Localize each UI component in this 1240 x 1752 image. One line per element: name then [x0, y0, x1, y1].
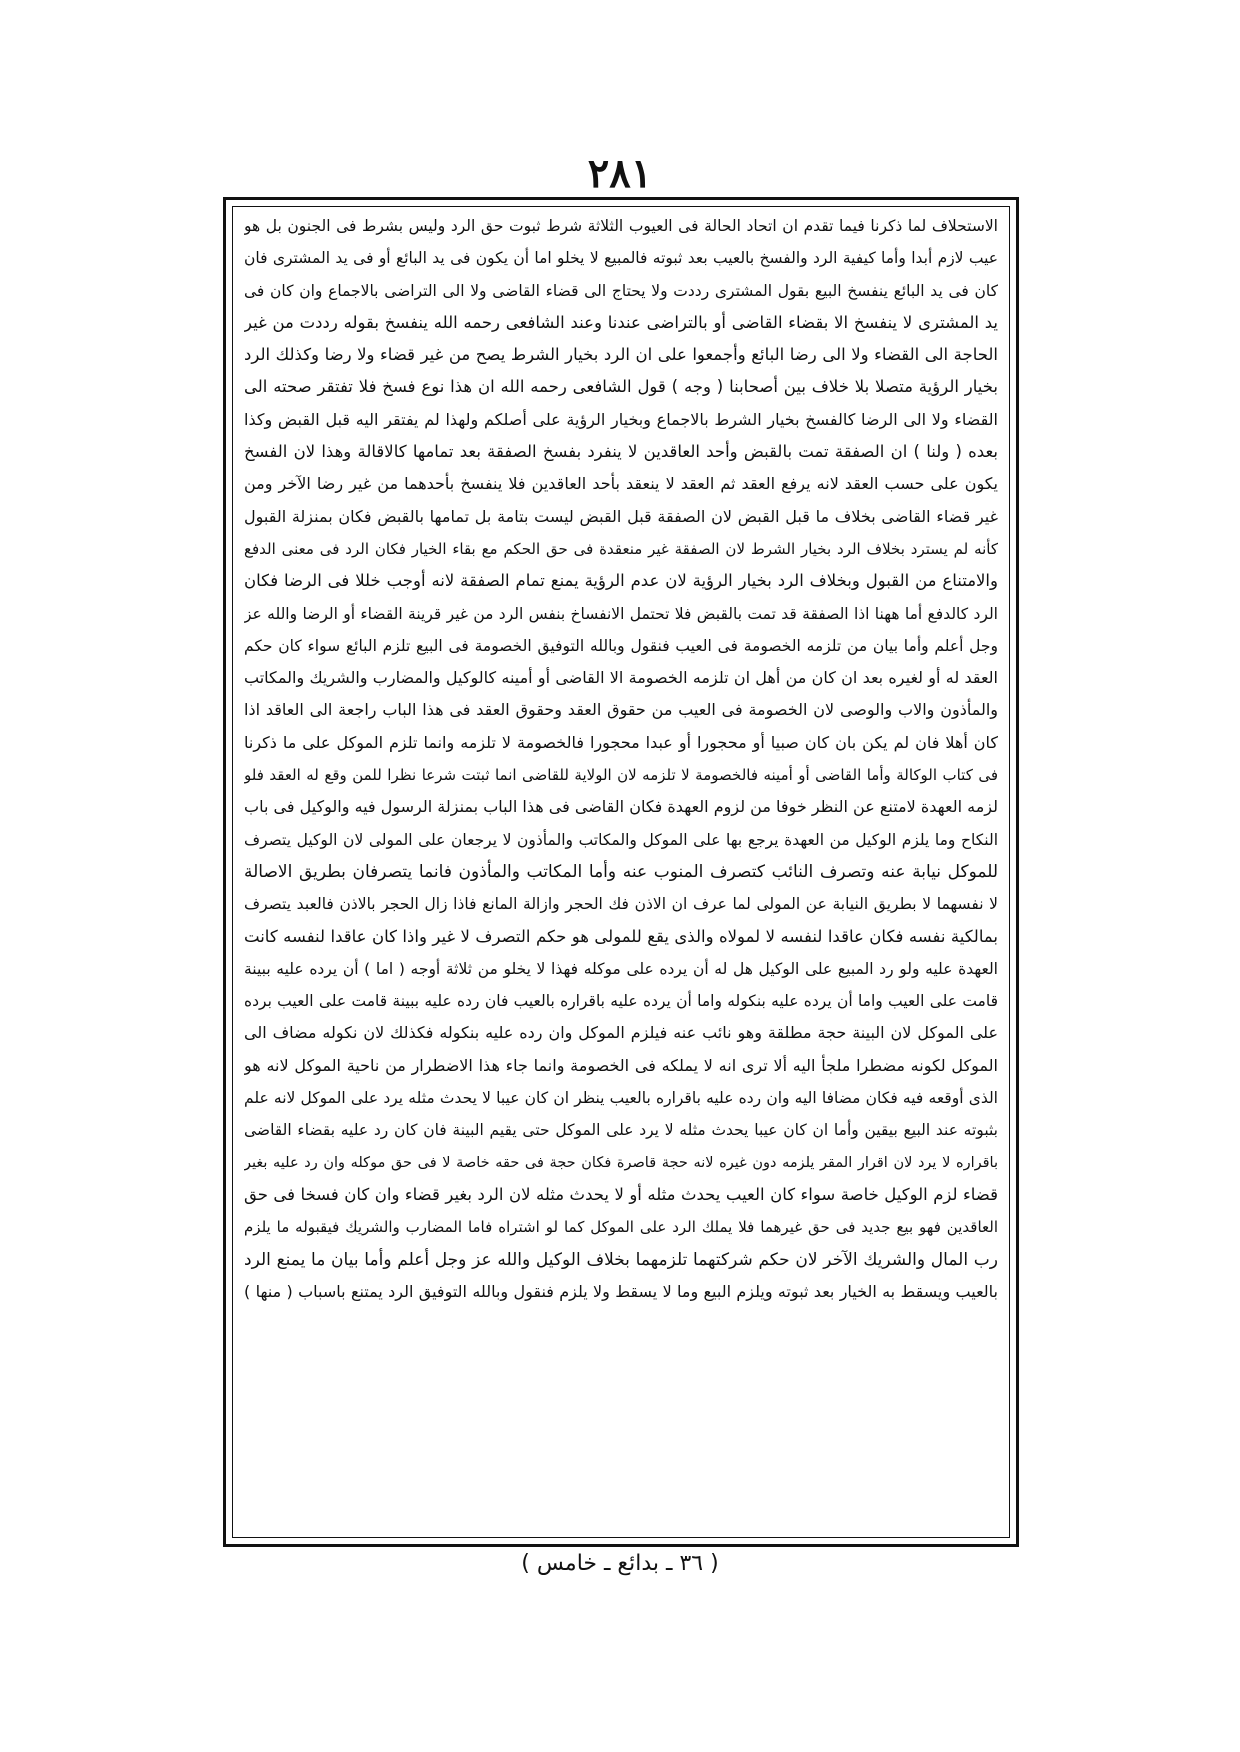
- text-line: بعده ( ولنا ) ان الصفقة تمت بالقبض وأحد العاقدين لا ينفرد بفسخ الصفقة بعد تمامها كالاقالة وهذا لان الفسخ: [244, 442, 998, 462]
- text-line: العقد له أو لغيره بعد ان كان من أهل ان تلزمه الخصومة الا القاضى أو أمينه كالوكيل والمضارب والشريك والمكاتب: [244, 668, 998, 688]
- text-line: بمالكية نفسه فكان عاقدا لنفسه لا لمولاه والذى يقع للمولى هو حكم التصرف لا غير واذا كان عاقدا لنفسه كانت: [244, 926, 998, 946]
- text-line: بثبوته عند البيع بيقين وأما ان كان عيبا يحدث مثله لا يرد على الموكل حتى يقيم البينة فان كان رد عليه بقضاء القاضى: [244, 1121, 998, 1140]
- text-line: يد المشترى لا ينفسخ الا بقضاء القاضى أو بالتراضى عندنا وعند الشافعى رحمه الله ينفسخ بقوله رددت من غير: [244, 312, 998, 332]
- text-line: رب المال والشريك الآخر لان حكم شركتهما تلزمهما بخلاف الوكيل والله عز وجل أعلم وأما بيان ما يمنع الرد: [244, 1249, 998, 1270]
- text-line: يكون على حسب العقد لانه يرفع العقد ثم العقد لا ينعقد بأحد العاقدين فلا ينفسخ بأحدهما من غير رضا الآخر ومن: [244, 474, 998, 494]
- main-text-body: [244, 210, 998, 1535]
- text-line: بخيار الرؤية متصلا بلا خلاف بين أصحابنا ( وجه ) قول الشافعى رحمه الله ان هذا نوع فسخ فلا تفتقر صحته الى: [244, 377, 998, 397]
- text-line: العهدة عليه ولو رد المبيع على الوكيل هل له أن يرده على موكله فهذا لا يخلو من ثلاثة أوجه ( اما ) أن يرده عليه ببينة: [244, 959, 998, 978]
- text-line: والامتناع من القبول وبخلاف الرد بخيار الرؤية لان عدم الرؤية يمنع تمام الصفقة لانه أوجب خللا فى الرضا فكان: [244, 571, 998, 591]
- text-line: كان أهلا فان لم يكن بان كان صبيا أو محجورا أو عبدا محجورا فالخصومة لا تلزمه وانما تلزم الموكل على ما ذكرنا: [244, 732, 998, 752]
- text-line: قضاء لزم الوكيل خاصة سواء كان العيب يحدث مثله أو لا يحدث مثله لان الرد بغير قضاء وان كان فسخا فى حق: [244, 1184, 998, 1204]
- page-number: ٢٨١: [587, 150, 653, 197]
- text-line: الحاجة الى القضاء ولا الى رضا البائع وأجمعوا على ان الرد بخيار الشرط يصح من غير قضاء ولا رضا وكذلك الرد: [244, 345, 998, 365]
- text-line: بالعيب ويسقط به الخيار بعد ثبوته ويلزم البيع وما لا يسقط ولا يلزم فنقول وبالله التوفيق الرد يمتنع باسباب ( منها ): [244, 1281, 998, 1301]
- footer-signature: ( ٣٦ ـ بدائع ـ خامس ): [521, 1551, 719, 1576]
- text-line: قامت على العيب واما أن يرده عليه بنكوله واما أن يرده عليه باقراره بالعيب فان رده عليه ببينة قامت على العيب برده: [244, 992, 998, 1011]
- text-line: على الموكل لان البينة حجة مطلقة وهو نائب عنه فيلزم الموكل وان رده عليه بنكوله فكذلك لان نكوله مضاف الى: [244, 1023, 998, 1043]
- text-line: وجل أعلم وأما بيان من تلزمه الخصومة فى العيب فنقول وبالله التوفيق الخصومة فى البيع تلزم البائع سواء كان حكم: [244, 636, 998, 655]
- text-line: والمأذون والاب والوصى لان الخصومة فى العيب من حقوق العقد وحقوق العقد فى هذا الباب راجعة الى العاقد اذا: [244, 700, 998, 720]
- text-line: فى كتاب الوكالة وأما القاضى أو أمينه فالخصومة لا تلزمه لان الولاية للقاضى انما ثبتت شرعا نظرا للمن وقع له العقد فلو: [244, 766, 998, 785]
- text-line: كان فى يد البائع ينفسخ البيع بقول المشترى رددت ولا يحتاج الى قضاء القاضى ولا الى التراضى بالاجماع وان كان فى: [244, 281, 998, 300]
- text-line: لا نفسهما لا بطريق النيابة عن المولى لما عرف ان الاذن فك الحجر وازالة المانع فاذا زال الحجر بالاذن فالعبد يتصرف: [244, 895, 998, 914]
- text-line: الرد كالدفع أما ههنا اذا الصفقة قد تمت بالقبض فلا تحتمل الانفساخ بنفس الرد من غير قرينة القضاء أو الرضا والله عز: [244, 604, 998, 623]
- text-line: عيب لازم أبدا وأما كيفية الرد والفسخ بالعيب بعد ثبوته فالمبيع لا يخلو اما أن يكون فى يد البائع أو فى يد المشترى فان: [244, 249, 998, 268]
- text-line: غير قضاء القاضى بخلاف ما قبل القبض لان الصفقة قبل القبض ليست بتامة بل تمامها بالقبض فكان بمنزلة القبول: [244, 506, 998, 526]
- text-line: الذى أوقعه فيه فكان مضافا اليه وان رده عليه باقراره بالعيب ينظر ان كان عيبا لا يحدث مثله يرد على الموكل لانه علم: [244, 1089, 998, 1108]
- text-line: القضاء ولا الى الرضا كالفسخ بخيار الشرط بالاجماع وبخيار الرؤية على أصلكم ولهذا لم يفتقر اليه قبل القبض وكذا: [244, 409, 998, 429]
- text-line: كأنه لم يسترد بخلاف الرد بخيار الشرط لان الصفقة غير منعقدة فى حق الحكم مع بقاء الخيار فكان الرد فى معنى الدفع: [244, 539, 998, 558]
- text-line: الاستحلاف لما ذكرنا فيما تقدم ان اتحاد الحالة فى العيوب الثلاثة شرط ثبوت حق الرد وليس بشرط فى الجنون بل هو: [244, 217, 998, 235]
- text-line: للموكل نيابة عنه وتصرف النائب كتصرف المنوب عنه وأما المكاتب والمأذون فانما يتصرفان بطريق الاصالة: [244, 861, 998, 882]
- text-line: النكاح وما يلزم الوكيل من العهدة يرجع بها على الموكل والمكاتب والمأذون لا يرجعان على المولى لان الوكيل يتصرف: [244, 830, 998, 849]
- text-line: الموكل لكونه مضطرا ملجأ اليه ألا ترى انه لا يملكه فى الخصومة وانما جاء هذا الاضطرار من ناحية الموكل لانه هو: [244, 1055, 998, 1075]
- text-line: العاقدين فهو بيع جديد فى حق غيرهما فلا يملك الرد على الموكل كما لو اشتراه فاما المضارب والشريك فيقبوله ما يلزم: [244, 1218, 998, 1237]
- text-line: لزمه العهدة لامتنع عن النظر خوفا من لزوم العهدة فكان القاضى فى هذا الباب بمنزلة الرسول فيه والوكيل فى باب: [244, 797, 998, 817]
- text-line: باقراره لا يرد لان اقرار المقر يلزمه دون غيره لانه حجة قاصرة فكان حجة فى حقه خاصة لا فى حق موكله وان رد عليه بغير: [244, 1154, 998, 1171]
